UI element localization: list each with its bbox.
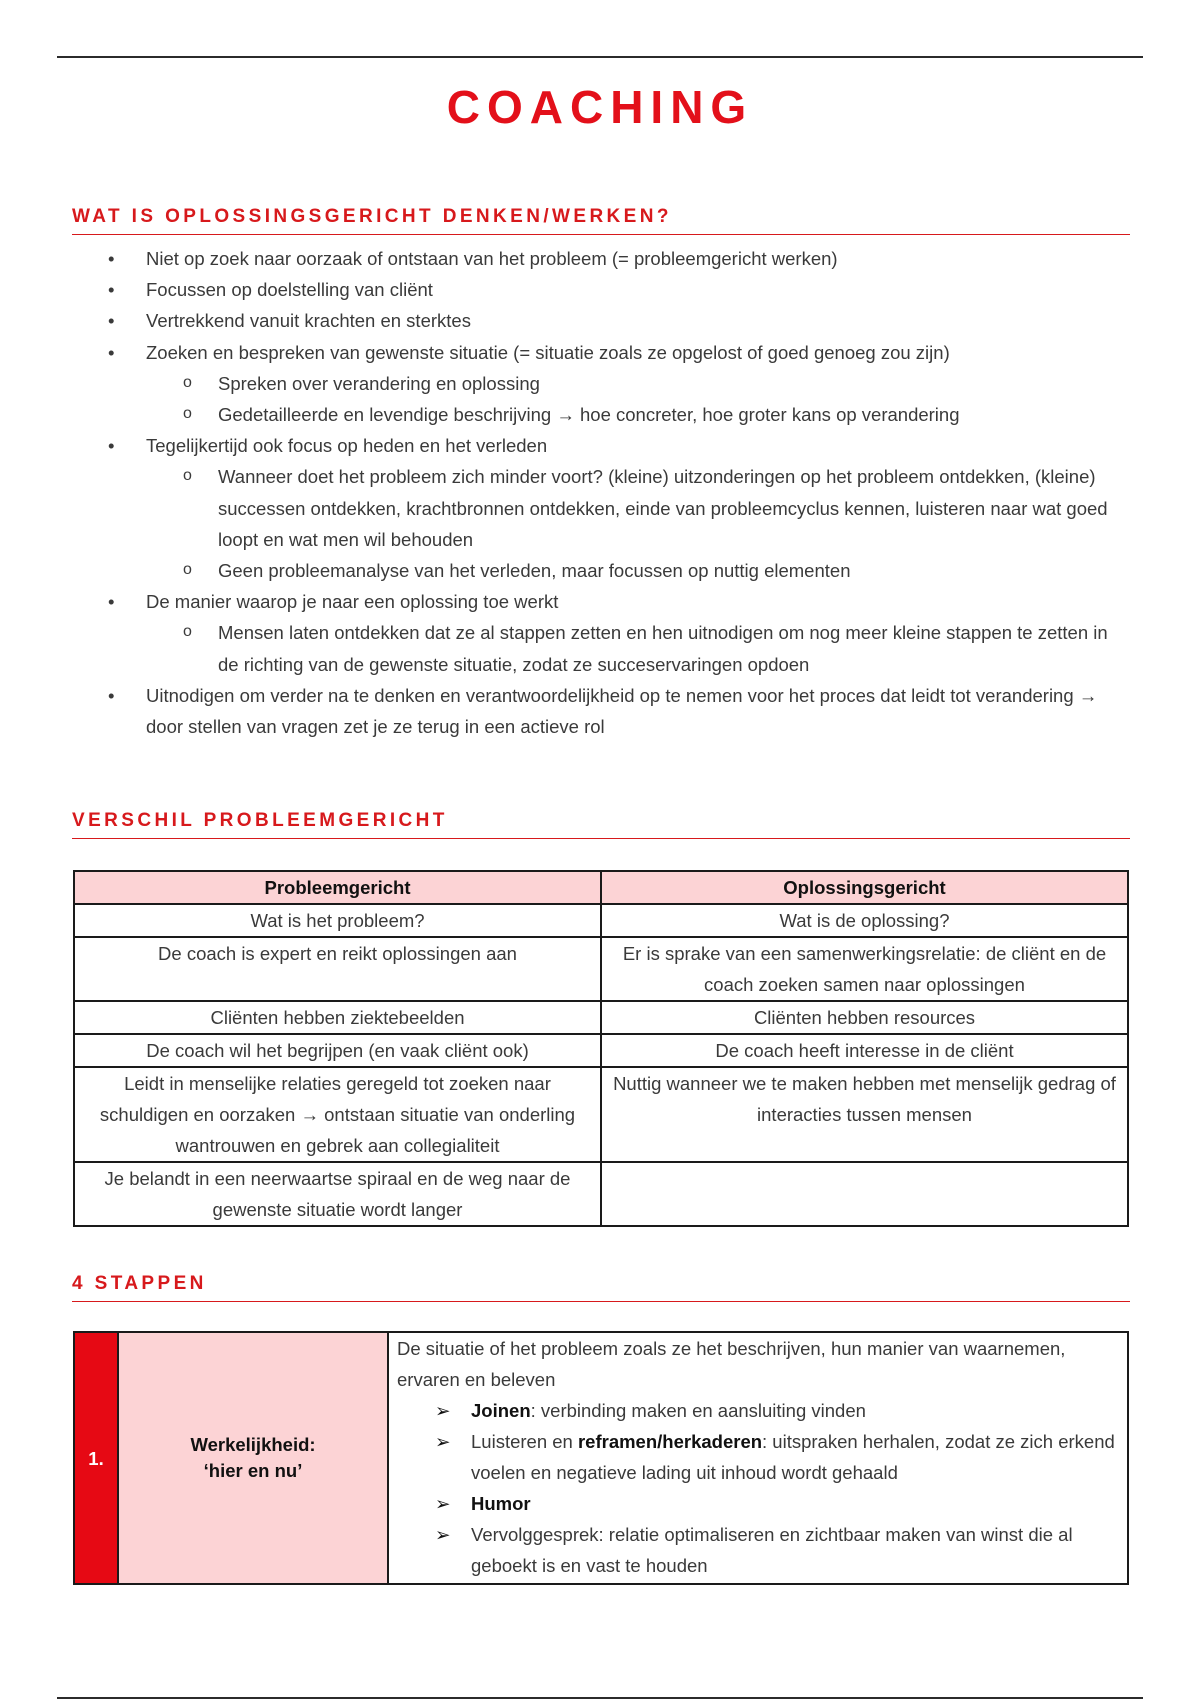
step-item xyxy=(397,1488,1119,1519)
step-item-list xyxy=(397,1395,1119,1581)
sub-list-item: o Mensen laten ontdekken dat ze al stappen zetten en hen uitnodigen om nog meer kleine stappen te zetten in de richting van de gewenste situatie, zodat ze succeservaringen opdoen xyxy=(0,617,1200,679)
table-cell: De coach heeft interesse in de cliënt xyxy=(601,1034,1128,1067)
sub-list-item: o Geen probleemanalyse van het verleden, maar focussen op nuttig elementen xyxy=(0,555,1200,586)
section-heading-oplossingsgericht xyxy=(72,206,1130,235)
section-heading-stappen xyxy=(72,1273,1130,1302)
step-item-text: Vervolggesprek: relatie optimaliseren en zichtbaar maken van winst die al geboekt is en vast te houden xyxy=(471,1524,1073,1576)
table-cell: Wat is de oplossing? xyxy=(601,904,1128,937)
bullet-list xyxy=(0,243,1200,742)
table-row xyxy=(74,1162,1128,1226)
step-phase-subtitle: ‘hier en nu’ xyxy=(203,1460,303,1481)
list-item: • Vertrekkend vanuit krachten en sterktes xyxy=(0,305,1200,336)
table-cell: De coach wil het begrijpen (en vaak cliënt ook) xyxy=(74,1034,601,1067)
step-phase-title: Werkelijkheid: xyxy=(190,1434,316,1455)
list-item: • Uitnodigen om verder na te denken en verantwoordelijkheid op te nemen voor het proces dat leidt tot verandering → door stellen van vragen zet je ze terug in een actieve rol xyxy=(0,680,1200,742)
step-phase xyxy=(118,1332,388,1584)
section-heading-text: VERSCHIL PROBLEEMGERICHT xyxy=(72,810,448,831)
table-cell: Cliënten hebben resources xyxy=(601,1001,1128,1034)
step-description xyxy=(388,1332,1128,1584)
table-row xyxy=(74,1067,1128,1162)
step-item xyxy=(397,1519,1119,1581)
sub-list-item: o Spreken over verandering en oplossing xyxy=(0,368,1200,399)
step-item-text: : uitspraken herhalen, zodat ze zich erkend voelen en negatieve lading uit inhoud wordt gehaald xyxy=(471,1431,1115,1483)
sub-list-item: o Gedetailleerde en levendige beschrijving → hoe concreter, hoe groter kans op verandering xyxy=(0,399,1200,430)
comparison-table xyxy=(73,870,1129,1227)
step-number: 1. xyxy=(74,1332,118,1584)
sub-list-item: o Wanneer doet het probleem zich minder voort? (kleine) uitzonderingen op het probleem ontdekken, (kleine) successen ontdekken, krachtbronnen ontdekken, einde van probleemcyclus kennen, luisteren naar wat goed loopt en wat men wil behouden xyxy=(0,461,1200,555)
section-heading-text: 4 STAPPEN xyxy=(72,1273,207,1294)
list-item: • Tegelijkertijd ook focus op heden en het verleden xyxy=(0,430,1200,461)
table-row xyxy=(74,904,1128,937)
step-item-keyword: Humor xyxy=(471,1493,531,1514)
page-title: COACHING xyxy=(446,81,754,133)
table-row xyxy=(74,1001,1128,1034)
table-header-row xyxy=(74,871,1128,904)
step-item-text: Luisteren en xyxy=(471,1431,578,1452)
step-intro: De situatie of het probleem zoals ze het beschrijven, hun manier van waarnemen, ervaren en beleven xyxy=(397,1338,1066,1390)
table-cell xyxy=(601,1162,1128,1226)
steps-table xyxy=(73,1331,1129,1585)
column-header-probleemgericht: Probleemgericht xyxy=(74,871,601,904)
list-item: • Focussen op doelstelling van cliënt xyxy=(0,274,1200,305)
step-item xyxy=(397,1426,1119,1488)
table-cell: Leidt in menselijke relaties geregeld tot zoeken naar schuldigen en oorzaken → ontstaan situatie van onderling wantrouwen en gebrek aan collegialiteit xyxy=(74,1067,601,1162)
table-cell: Nuttig wanneer we te maken hebben met menselijk gedrag of interacties tussen mensen xyxy=(601,1067,1128,1162)
list-item: • Niet op zoek naar oorzaak of ontstaan van het probleem (= probleemgericht werken) xyxy=(0,243,1200,274)
step-item-keyword: Joinen xyxy=(471,1400,531,1421)
table-cell: Cliënten hebben ziektebeelden xyxy=(74,1001,601,1034)
table-cell: Je belandt in een neerwaartse spiraal en de weg naar de gewenste situatie wordt langer xyxy=(74,1162,601,1226)
top-rule xyxy=(57,56,1143,58)
step-item xyxy=(397,1395,1119,1426)
step-row xyxy=(74,1332,1128,1584)
step-item-text: : verbinding maken en aansluiting vinden xyxy=(530,1400,866,1421)
table-cell: Wat is het probleem? xyxy=(74,904,601,937)
table-row xyxy=(74,1034,1128,1067)
list-item: • De manier waarop je naar een oplossing toe werkt xyxy=(0,586,1200,617)
section-heading-text: WAT IS OPLOSSINGSGERICHT DENKEN/WERKEN? xyxy=(72,206,672,227)
column-header-oplossingsgericht: Oplossingsgericht xyxy=(601,871,1128,904)
step-item-keyword: reframen/herkaderen xyxy=(577,1431,763,1452)
table-cell: Er is sprake van een samenwerkingsrelatie: de cliënt en de coach zoeken samen naar oplossingen xyxy=(601,937,1128,1001)
table-row xyxy=(74,937,1128,1001)
list-item: • Zoeken en bespreken van gewenste situatie (= situatie zoals ze opgelost of goed genoeg zou zijn) xyxy=(0,337,1200,368)
section-heading-verschil xyxy=(72,810,1130,839)
bottom-rule xyxy=(57,1697,1143,1699)
table-cell: De coach is expert en reikt oplossingen aan xyxy=(74,937,601,1001)
